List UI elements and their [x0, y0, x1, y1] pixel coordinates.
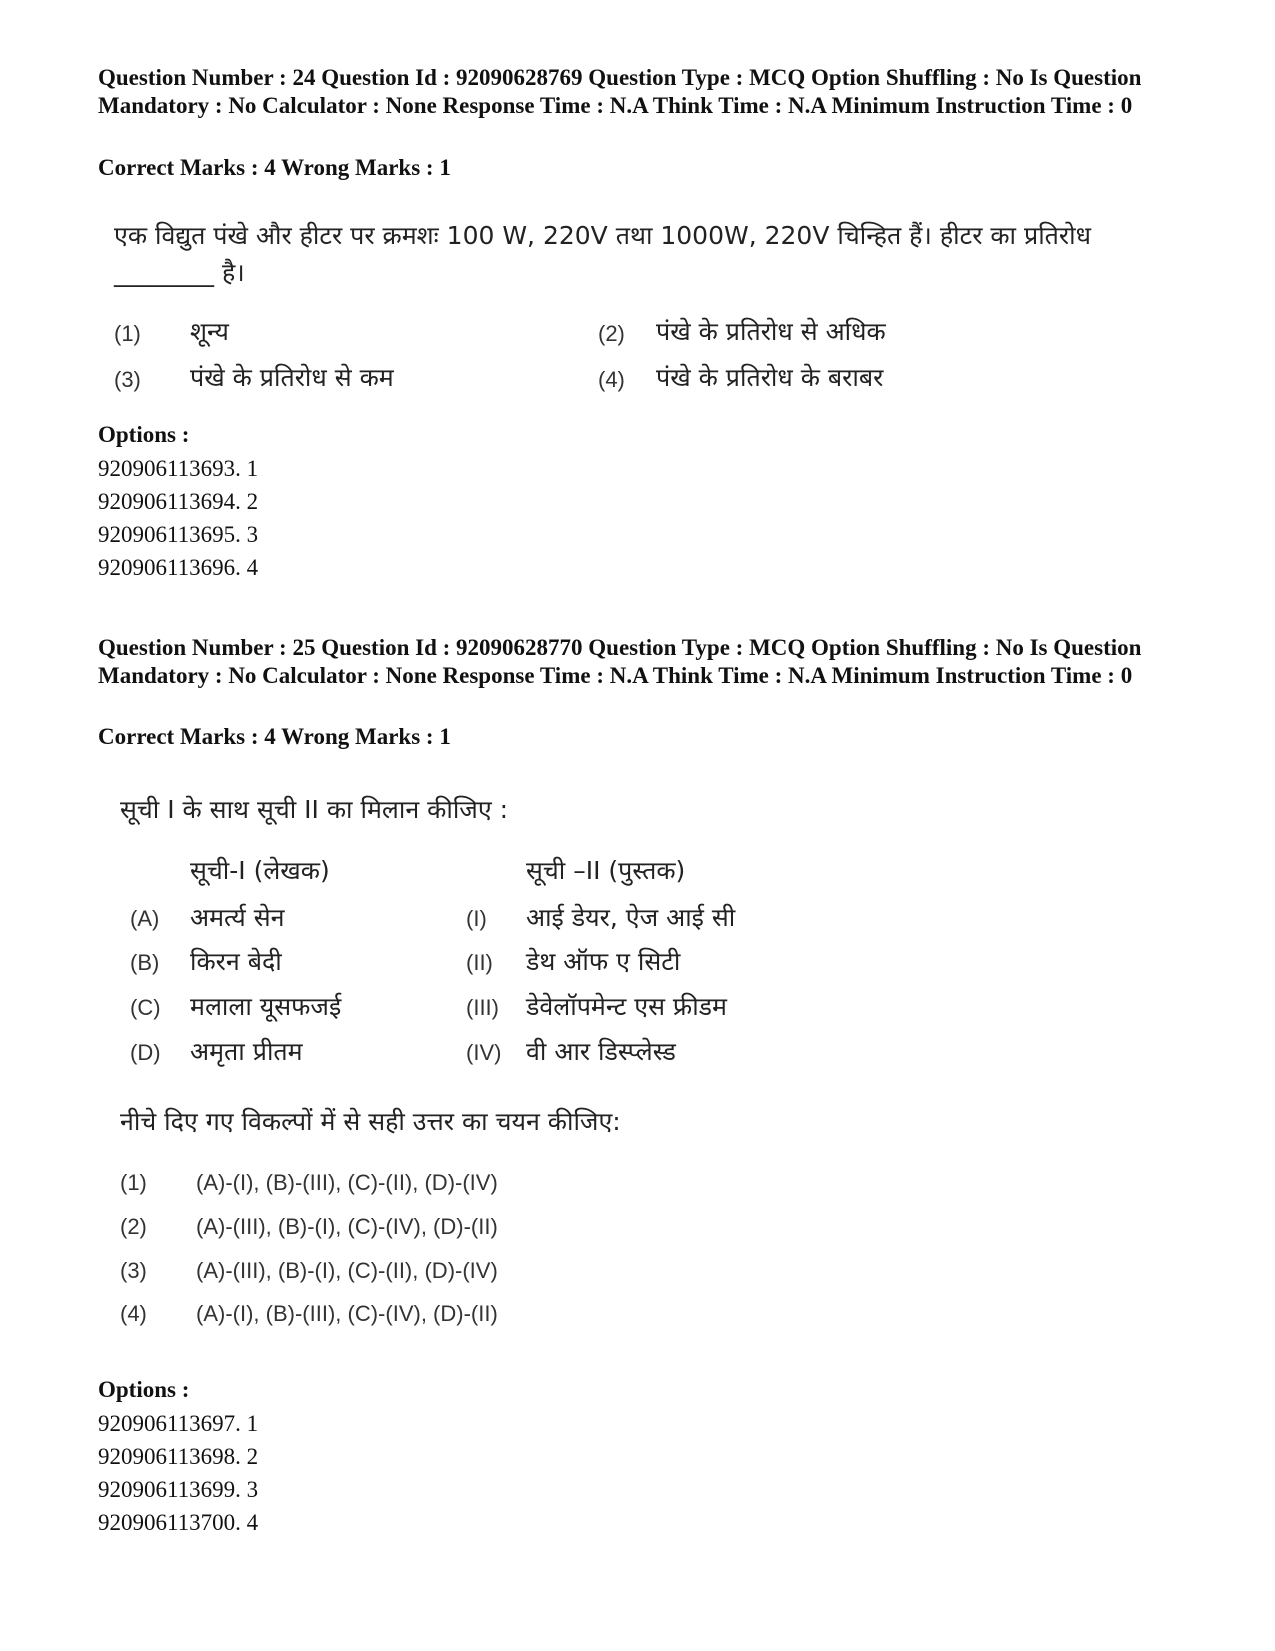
q24-choice-2-text: पंखे के प्रतिरोध से अधिक: [656, 317, 886, 346]
q25-options-title: Options :: [98, 1377, 190, 1402]
q25-marks: Correct Marks : 4 Wrong Marks : 1: [98, 724, 451, 749]
q24-meta: Question Number : 24 Question Id : 92090628769 Question Type : MCQ Option Shuffling : No Is Question Mandatory : No Calculator : None Response Time : N.A Think Time : N.A Minimum Instruction Time : 0: [98, 65, 1142, 118]
q24-choice-4-text: पंखे के प्रतिरोध के बराबर: [656, 363, 884, 392]
q25-answer-1-num: (1): [120, 1170, 147, 1195]
q24-option-4: 920906113696. 4: [98, 555, 259, 580]
q25-row-b-roman: (II): [466, 950, 493, 975]
q24-stem-line2: ________ है।: [114, 258, 245, 287]
q24-option-2: 920906113694. 2: [98, 489, 259, 514]
q24-choice-2-num: (2): [598, 321, 625, 346]
q25-list1-header: सूची-I (लेखक): [190, 856, 330, 885]
q25-meta: Question Number : 25 Question Id : 92090628770 Question Type : MCQ Option Shuffling : No Is Question Mandatory : No Calculator : None Response Time : N.A Think Time : N.A Minimum Instruction Time : 0: [98, 635, 1142, 688]
q25-row-a-book: आई डेयर, ऐज आई सी: [526, 903, 736, 932]
q24-options-title: Options :: [98, 422, 190, 447]
q25-option-4: 920906113700. 4: [98, 1510, 259, 1535]
q25-row-c-book: डेवेलॉपमेन्ट एस फ्रीडम: [526, 992, 727, 1021]
q25-row-d-book: वी आर डिस्प्लेस्ड: [526, 1037, 676, 1066]
q25-row-d-roman: (IV): [466, 1040, 502, 1065]
q24-option-3: 920906113695. 3: [98, 522, 259, 547]
q24-choice-3-num: (3): [114, 367, 141, 392]
q25-row-b-book: डेथ ऑफ ए सिटी: [526, 947, 681, 976]
q25-list2-header: सूची –II (पुस्तक): [526, 856, 686, 885]
q24-options-list: [98, 452, 258, 584]
q25-option-2: 920906113698. 2: [98, 1444, 259, 1469]
q25-option-1: 920906113697. 1: [98, 1411, 259, 1436]
q25-options-list: [98, 1407, 258, 1539]
q24-option-1: 920906113693. 1: [98, 456, 259, 481]
q25-row-a-label: (A): [130, 906, 160, 931]
q25-answer-3-num: (3): [120, 1258, 147, 1283]
q25-answer-3-text: (A)-(III), (B)-(I), (C)-(II), (D)-(IV): [196, 1258, 498, 1283]
q25-answer-2-text: (A)-(III), (B)-(I), (C)-(IV), (D)-(II): [196, 1214, 498, 1239]
q25-row-d-author: अमृता प्रीतम: [190, 1037, 303, 1066]
q25-option-3: 920906113699. 3: [98, 1477, 259, 1502]
q24-stem-line1: एक विद्युत पंखे और हीटर पर क्रमशः 100 W, 220V तथा 1000W, 220V चिन्हित हैं। हीटर का प्रतिरोध: [114, 221, 1092, 250]
q25-row-d-label: (D): [130, 1040, 161, 1065]
q24-choice-4-num: (4): [598, 367, 625, 392]
q24-choice-1-text: शून्य: [190, 317, 229, 346]
q25-row-c-author: मलाला यूसफजई: [190, 992, 342, 1021]
q25-answer-4-text: (A)-(I), (B)-(III), (C)-(IV), (D)-(II): [196, 1301, 498, 1326]
q25-instruction: नीचे दिए गए विकल्पों में से सही उत्तर का चयन कीजिए:: [120, 1107, 621, 1136]
q25-row-c-label: (C): [130, 995, 161, 1020]
q24-choice-1-num: (1): [114, 321, 141, 346]
q25-answer-2-num: (2): [120, 1214, 147, 1239]
q25-answer-4-num: (4): [120, 1301, 147, 1326]
q24-choice-3-text: पंखे के प्रतिरोध से कम: [190, 363, 394, 392]
q25-answer-1-text: (A)-(I), (B)-(III), (C)-(II), (D)-(IV): [196, 1170, 498, 1195]
q25-row-b-label: (B): [130, 950, 160, 975]
q25-row-b-author: किरन बेदी: [190, 947, 282, 976]
q25-row-a-roman: (I): [466, 906, 487, 931]
q25-intro: सूची I के साथ सूची II का मिलान कीजिए :: [120, 795, 509, 824]
q25-row-c-roman: (III): [466, 995, 499, 1020]
q25-row-a-author: अमर्त्य सेन: [190, 903, 285, 932]
q24-marks: Correct Marks : 4 Wrong Marks : 1: [98, 155, 451, 180]
